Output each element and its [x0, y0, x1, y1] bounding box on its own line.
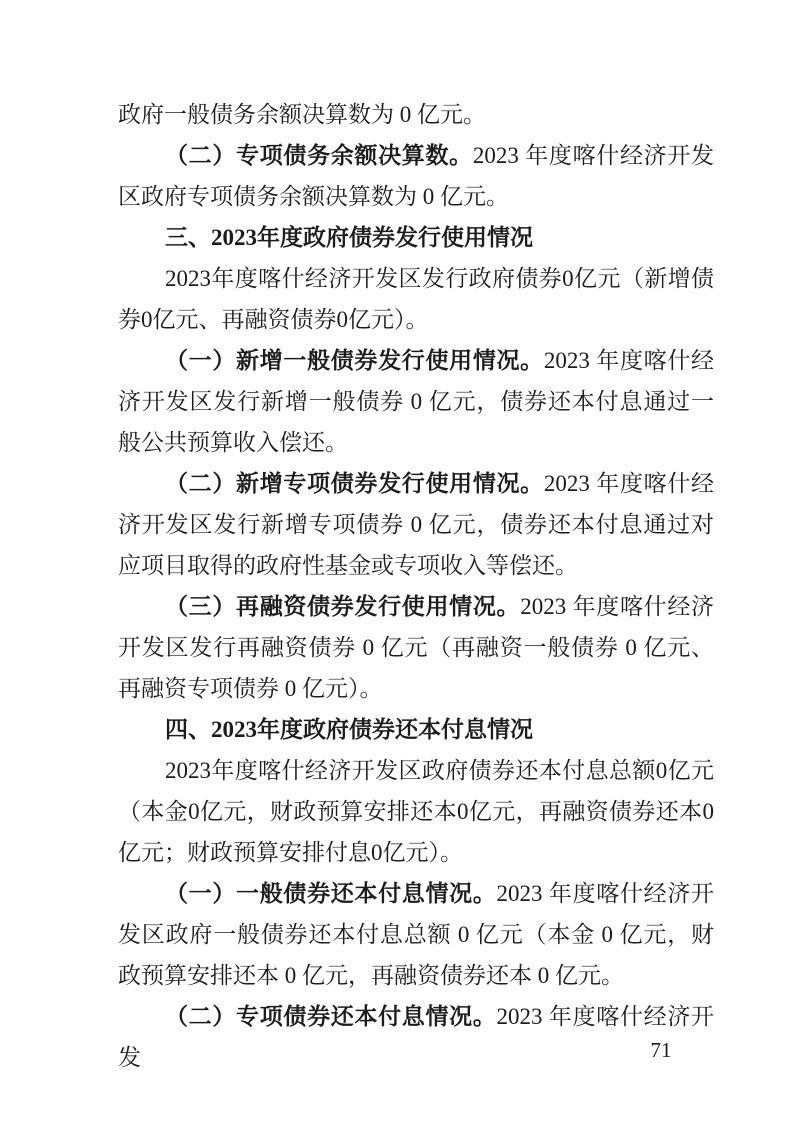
text-run: 2023 年度喀什经济开发区发行再融资债券 0 亿元（再融资一般债券 0 亿元、再融资专项债券 0 亿元）。 [118, 594, 715, 701]
bold-text-run: （二）专项债务余额决算数。 [165, 143, 473, 168]
section-heading [118, 217, 714, 258]
bold-text-run: （二）新增专项债券发行使用情况。 [165, 471, 544, 496]
paragraph [118, 873, 714, 996]
page-number: 71 [650, 1038, 672, 1062]
paragraph [118, 750, 714, 873]
section-heading [118, 709, 714, 750]
text-run: 2023 年度喀什经济开发 [118, 1004, 715, 1070]
bold-text-run: （二）专项债券还本付息情况。 [165, 1004, 497, 1029]
document-body [118, 94, 714, 1078]
paragraph [118, 340, 714, 463]
text-run: 政府一般债务余额决算数为 0 亿元。 [118, 102, 486, 127]
paragraph [118, 135, 714, 217]
text-run: 2023 年度喀什经济开发区发行新增一般债券 0 亿元，债券还本付息通过一般公共预算收入偿还。 [118, 348, 715, 455]
bold-text-run: （一）新增一般债券发行使用情况。 [165, 348, 544, 373]
text-run: 2023年度喀什经济开发区政府债券还本付息总额0亿元（本金0亿元，财政预算安排还本0亿元，再融资债券还本0亿元；财政预算安排付息0亿元）。 [118, 758, 714, 865]
paragraph [118, 258, 714, 340]
paragraph [118, 586, 714, 709]
text-run: 2023 年度喀什经济开发区政府专项债务余额决算数为 0 亿元。 [118, 143, 715, 209]
text-run: 2023 年度喀什经济开发区政府一般债券还本付息总额 0 亿元（本金 0 亿元，财政预算安排还本 0 亿元，再融资债券还本 0 亿元。 [118, 881, 715, 988]
paragraph [118, 463, 714, 586]
paragraph [118, 996, 714, 1078]
text-run: 2023年度喀什经济开发区发行政府债券0亿元（新增债券0亿元、再融资债券0亿元）。 [118, 266, 714, 332]
bold-text-run: 三、2023年度政府债券发行使用情况 [165, 225, 533, 250]
bold-text-run: （三）再融资债券发行使用情况。 [165, 594, 521, 619]
bold-text-run: 四、2023年度政府债券还本付息情况 [165, 717, 533, 742]
paragraph [118, 94, 714, 135]
bold-text-run: （一）一般债券还本付息情况。 [165, 881, 497, 906]
text-run: 2023 年度喀什经济开发区发行新增专项债券 0 亿元，债券还本付息通过对应项目取得的政府性基金或专项收入等偿还。 [118, 471, 715, 578]
